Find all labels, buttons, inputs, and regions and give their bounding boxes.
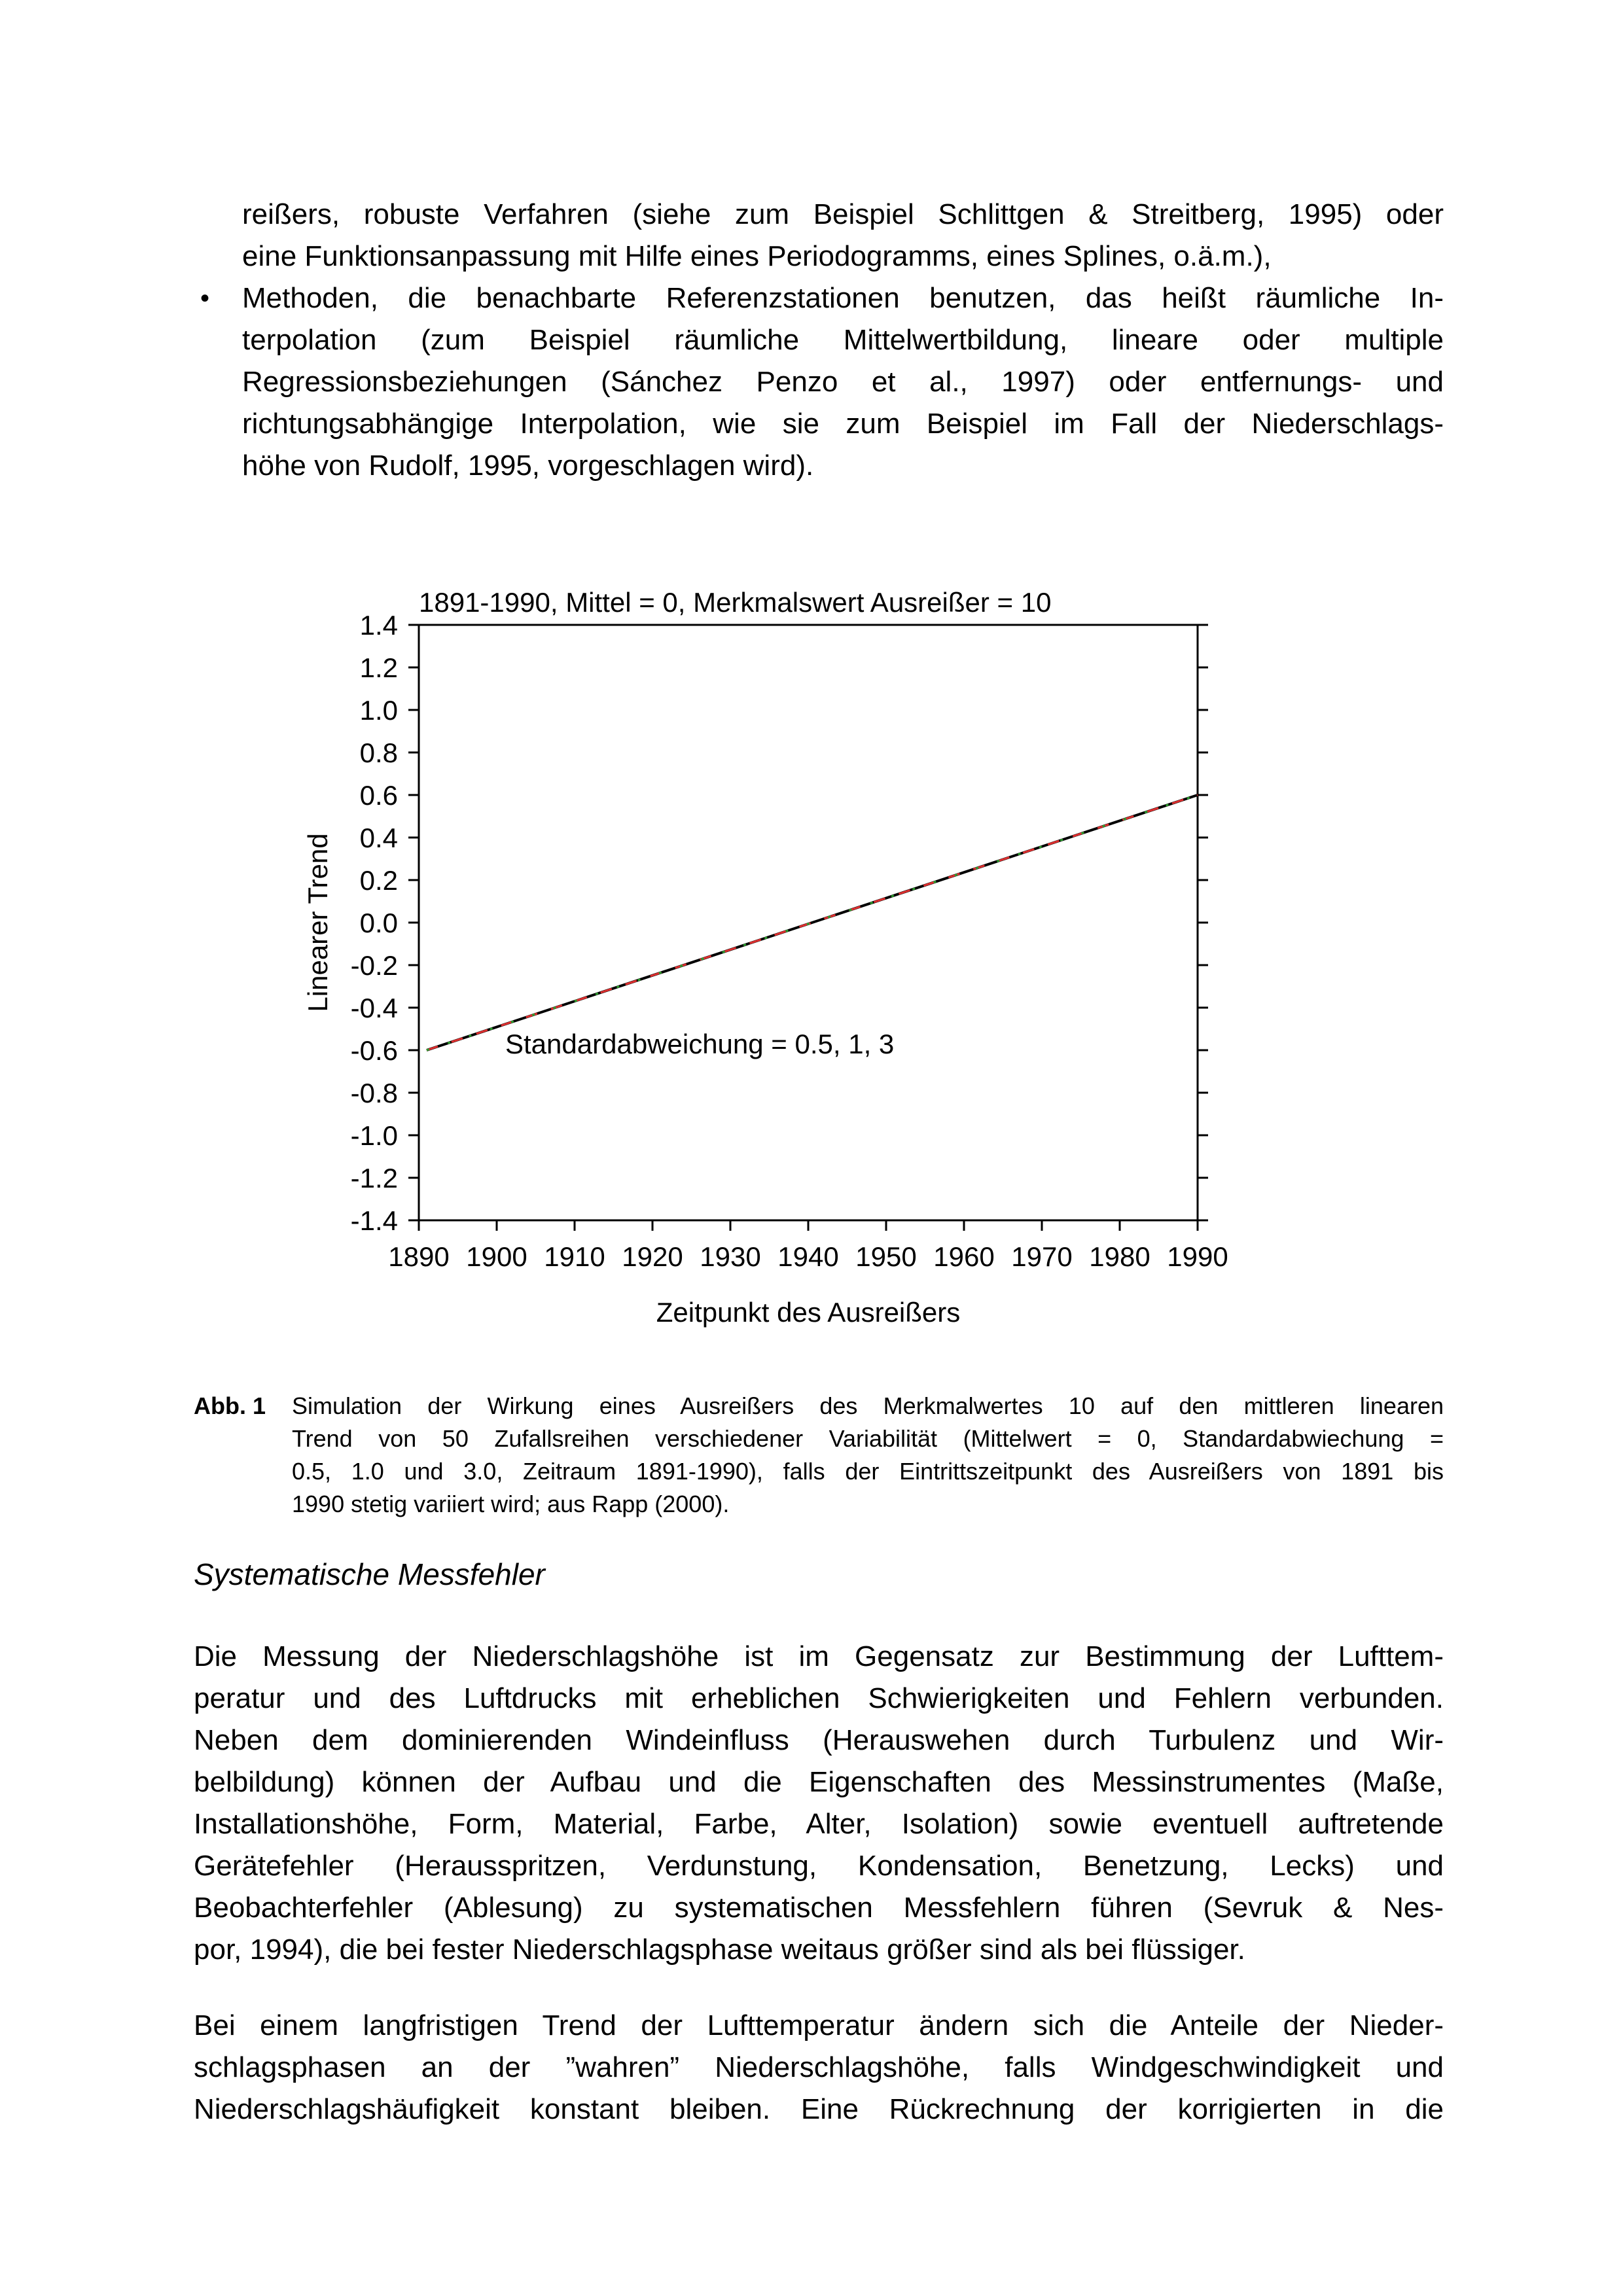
x-tick-label: 1890 <box>388 1241 450 1272</box>
paragraph-line: Die Messung der Niederschlagshöhe ist im Gegensatz zur Bestimmung der Lufttem- <box>194 1640 1444 1672</box>
y-tick-label: -0.6 <box>350 1035 398 1066</box>
paragraph-2 <box>194 2005 1444 2130</box>
y-tick-label: 1.0 <box>359 695 398 726</box>
paragraph-line: Niederschlagshäufigkeit konstant bleiben. Eine Rückrechnung der korrigierten in die <box>194 2093 1444 2125</box>
paragraph-line: Bei einem langfristigen Trend der Lufttemperatur ändern sich die Anteile der Nieder- <box>194 2009 1444 2041</box>
y-tick-label: 1.2 <box>359 652 398 683</box>
section-heading: Systematische Messfehler <box>194 1557 545 1591</box>
y-tick-label: 0.6 <box>359 780 398 811</box>
paragraph-line: belbildung) können der Aufbau und die Eigenschaften des Messinstrumentes (Maße, <box>194 1766 1444 1798</box>
y-tick-label: -1.0 <box>350 1120 398 1151</box>
y-tick-label: 0.2 <box>359 865 398 896</box>
bullet-line: richtungsabhängige Interpolation, wie sie zum Beispiel im Fall der Niederschlags- <box>242 408 1444 440</box>
caption-label: Abb. 1 <box>194 1392 266 1419</box>
paragraph-line: peratur und des Luftdrucks mit erheblichen Schwierigkeiten und Fehlern verbunden. <box>194 1682 1444 1714</box>
caption-line: 0.5, 1.0 und 3.0, Zeitraum 1891-1990), falls der Eintrittszeitpunkt des Ausreißers von 1891 bis <box>292 1458 1444 1485</box>
caption-text <box>292 1390 1444 1521</box>
bullet-line: Regressionsbeziehungen (Sánchez Penzo et al., 1997) oder entfernungs- und <box>242 366 1444 398</box>
y-tick-label: 0.0 <box>359 908 398 938</box>
paragraph-line: schlagsphasen an der ”wahren” Niederschlagshöhe, falls Windgeschwindigkeit und <box>194 2051 1444 2083</box>
chart-title: 1891-1990, Mittel = 0, Merkmalswert Ausreißer = 10 <box>419 587 1052 618</box>
paragraph-line: Neben dem dominierenden Windeinfluss (Herauswehen durch Turbulenz und Wir- <box>194 1724 1444 1756</box>
caption-line: Trend von 50 Zufallsreihen verschiedener Variabilität (Mittelwert = 0, Standardabwiechung = <box>292 1425 1444 1452</box>
x-tick-label: 1910 <box>544 1241 605 1272</box>
bullet-line: Methoden, die benachbarte Referenzstationen benutzen, das heißt räumliche In- <box>242 282 1444 314</box>
paragraph-line: Gerätefehler (Herausspritzen, Verdunstung, Kondensation, Benetzung, Lecks) und <box>194 1850 1444 1882</box>
y-tick-label: -1.4 <box>350 1205 398 1236</box>
bullet-icon: • <box>200 284 210 313</box>
y-tick-label: -1.2 <box>350 1163 398 1193</box>
x-tick-label: 1900 <box>466 1241 527 1272</box>
caption-line: Simulation der Wirkung eines Ausreißers des Merkmalwertes 10 auf den mittleren linearen <box>292 1392 1444 1419</box>
intro-line: reißers, robuste Verfahren (siehe zum Beispiel Schlittgen & Streitberg, 1995) oder <box>242 198 1444 230</box>
y-tick-label: 1.4 <box>359 610 398 641</box>
y-tick-label: -0.2 <box>350 950 398 981</box>
y-tick-label: -0.4 <box>350 993 398 1023</box>
x-tick-label: 1990 <box>1167 1241 1228 1272</box>
chart-annotation: Standardabweichung = 0.5, 1, 3 <box>505 1029 895 1059</box>
bullet-line: höhe von Rudolf, 1995, vorgeschlagen wird). <box>242 450 814 482</box>
y-tick-label: 0.4 <box>359 822 398 853</box>
y-axis-label: Linearer Trend <box>302 833 333 1012</box>
x-axis-label: Zeitpunkt des Ausreißers <box>656 1297 961 1328</box>
intro-line: eine Funktionsanpassung mit Hilfe eines Periodogramms, eines Splines, o.ä.m.), <box>242 240 1272 272</box>
x-tick-label: 1930 <box>700 1241 761 1272</box>
x-tick-label: 1950 <box>855 1241 917 1272</box>
paragraph-line: Beobachterfehler (Ablesung) zu systematischen Messfehlern führen (Sevruk & Nes- <box>194 1892 1444 1924</box>
paragraph-1 <box>194 1636 1444 1971</box>
paragraph-line: por, 1994), die bei fester Niederschlagsphase weitaus größer sind als bei flüssiger. <box>194 1934 1245 1966</box>
bullet-line: terpolation (zum Beispiel räumliche Mittelwertbildung, lineare oder multiple <box>242 324 1444 356</box>
x-tick-label: 1940 <box>777 1241 839 1272</box>
x-tick-label: 1960 <box>933 1241 995 1272</box>
x-tick-label: 1980 <box>1089 1241 1150 1272</box>
y-tick-label: -0.8 <box>350 1078 398 1108</box>
x-tick-label: 1970 <box>1011 1241 1073 1272</box>
y-tick-label: 0.8 <box>359 737 398 768</box>
caption-line: 1990 stetig variiert wird; aus Rapp (2000). <box>292 1491 730 1517</box>
paragraph-line: Installationshöhe, Form, Material, Farbe, Alter, Isolation) sowie eventuell auftretende <box>194 1808 1444 1840</box>
x-tick-label: 1920 <box>622 1241 683 1272</box>
